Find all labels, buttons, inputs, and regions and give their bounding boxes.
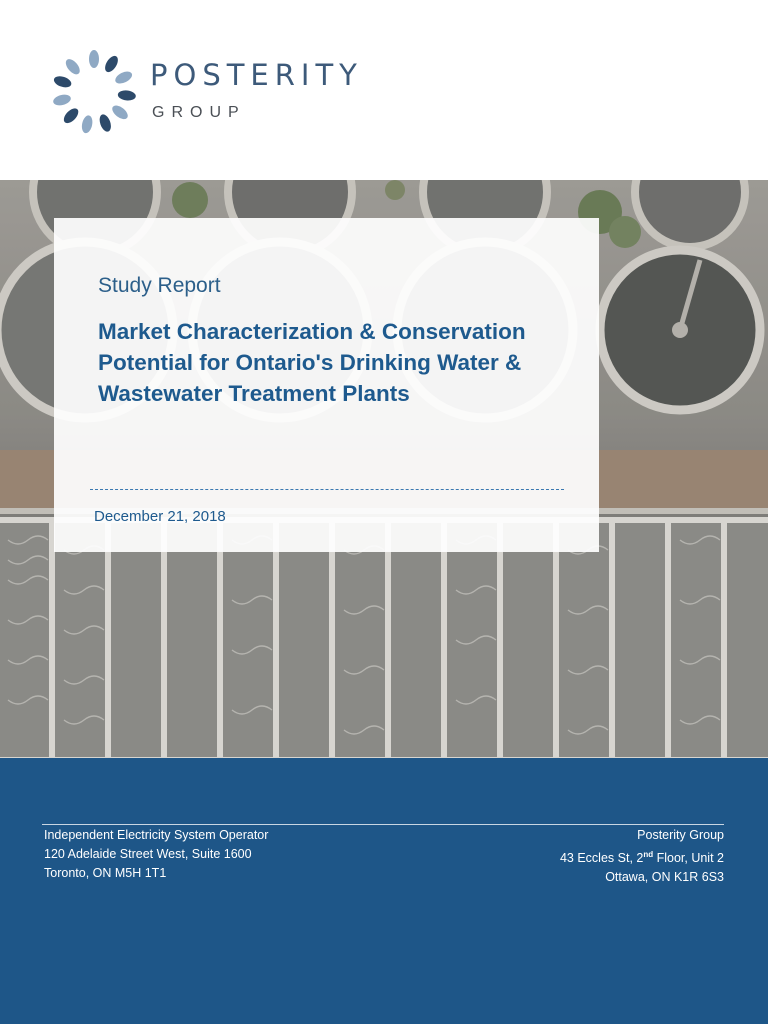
firm-street — [560, 845, 724, 868]
footer-divider — [42, 824, 724, 825]
title-card — [54, 218, 599, 552]
title-divider — [90, 489, 564, 490]
firm-street-part-a: 43 Eccles St, 2 — [559, 851, 644, 866]
client-address — [44, 826, 268, 883]
posterity-logo — [52, 50, 412, 140]
firm-city: Ottawa, ON K1R 6S3 — [605, 870, 724, 885]
brand-name: POSTERITY — [150, 58, 363, 92]
client-street: 120 Adelaide Street West, Suite 1600 — [44, 847, 252, 861]
client-city: Toronto, ON M5H 1T1 — [44, 866, 167, 880]
brand-subtitle: GROUP — [152, 104, 246, 121]
footer-band — [0, 758, 768, 1024]
client-name: Independent Electricity System Operator — [44, 828, 269, 842]
report-title: Market Characterization & Conservation Potential for Ontario's Drinking Water & Wastewater Treatment Plants — [98, 319, 526, 406]
report-date: December 21, 2018 — [94, 508, 226, 525]
report-type-label: Study Report — [98, 274, 221, 297]
firm-name: Posterity Group — [637, 828, 724, 842]
dot-ring-icon — [52, 50, 136, 134]
floor-ordinal: nd — [643, 850, 654, 859]
firm-street-part-b: Floor, Unit 2 — [653, 851, 724, 866]
firm-address — [560, 826, 724, 887]
